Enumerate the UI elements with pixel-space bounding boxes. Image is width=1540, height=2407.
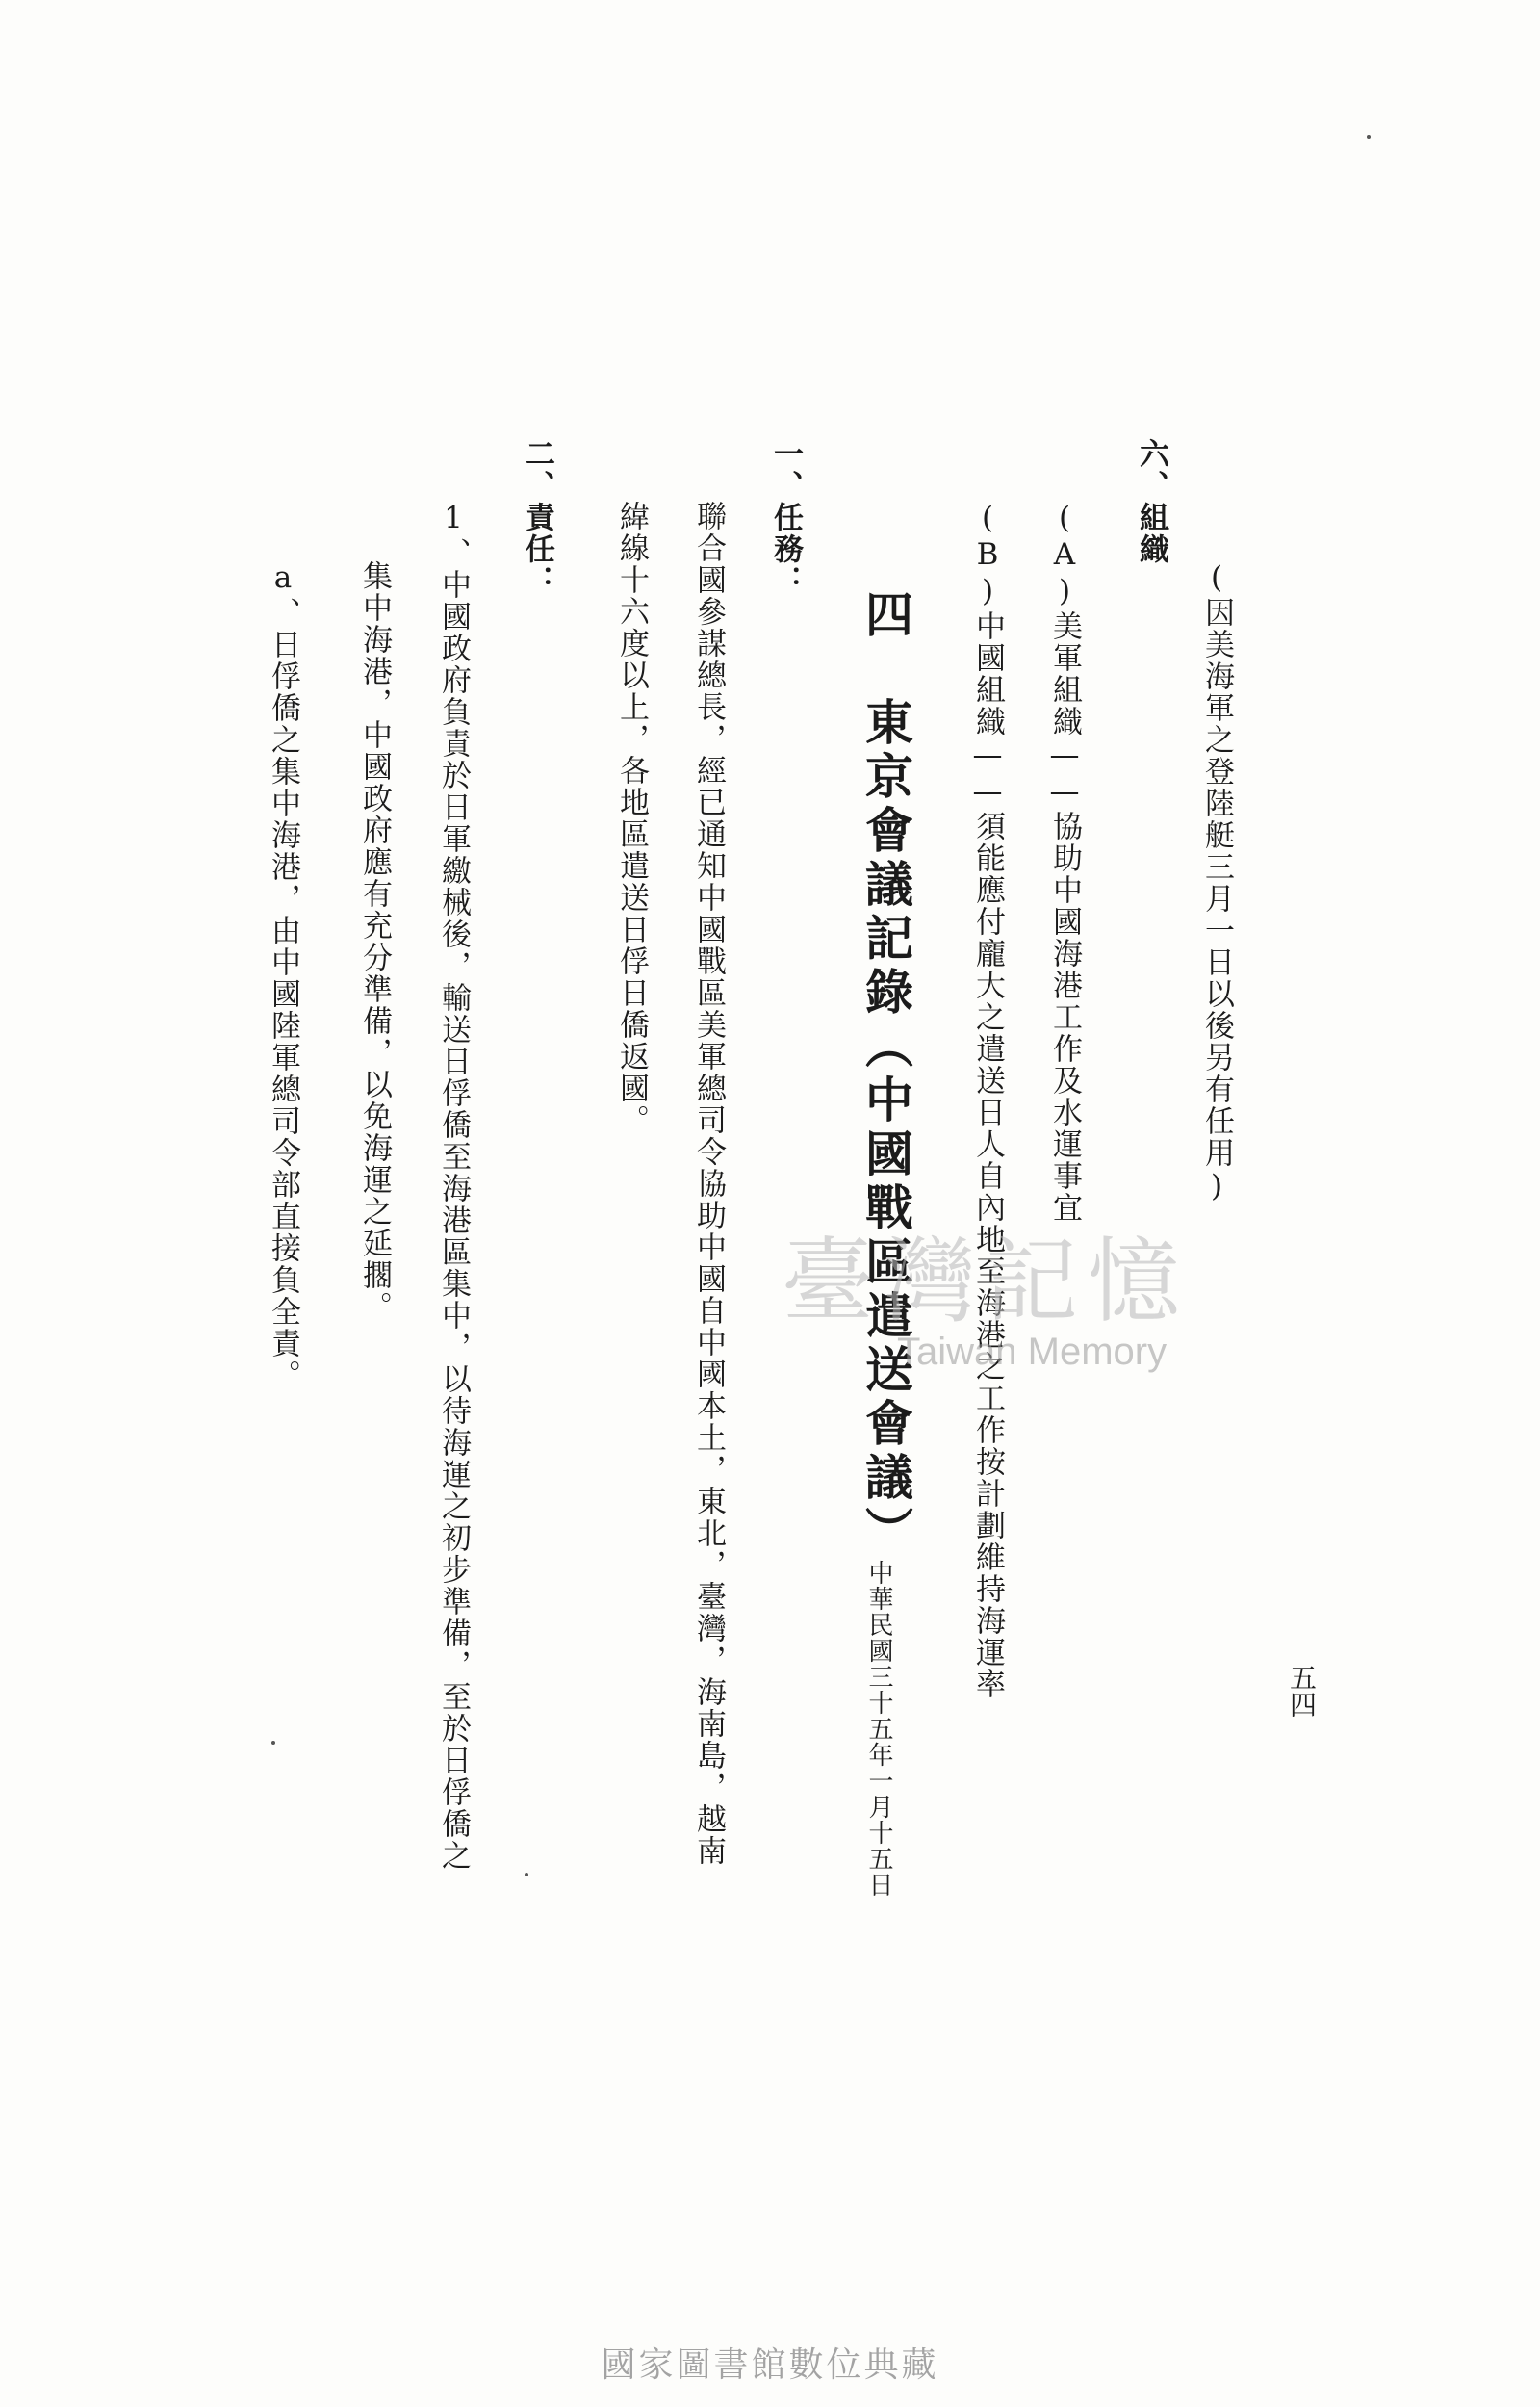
- footer-archive-label: 國家圖書館數位典藏: [601, 2345, 939, 2385]
- watermark-english: Taiwan Memory: [897, 1331, 1168, 1373]
- text-column-10: 1、中國政府負責於日軍繳械後，輸送日俘僑至海港區集中，以待海運之初步準備，至於日俘僑之: [436, 501, 471, 1872]
- text-column-12: a、日俘僑之集中海港，由中國陸軍總司令部直接負全責。: [266, 560, 300, 1391]
- taiwan-memory-watermark: [782, 1208, 1282, 1401]
- meeting-date: 中華民國三十五年一月十五日: [864, 1560, 893, 1898]
- section-heading-responsibility: 二、責任：: [520, 438, 554, 597]
- text-column-3: (A)美軍組織——協助中國海港工作及水運事宜: [1047, 501, 1082, 1224]
- page-number: 五四: [1286, 1664, 1318, 1718]
- section-heading-mission: 一、任務：: [768, 438, 803, 597]
- text-column-7: 聯合國參謀總長，經已通知中國戰區美軍總司令協助中國自中國本土，東北，臺灣，海南島，越南: [691, 501, 726, 1867]
- scan-speck: [1367, 135, 1371, 139]
- document-title: 四 東京會議記錄（中國戰區遣送會議）: [858, 589, 914, 1560]
- watermark-chinese: 臺灣記憶: [782, 1228, 1190, 1335]
- text-column-4: (B)中國組織——須能應付龐大之遣送日人自內地至海港之工作按計劃維持海運率: [970, 501, 1005, 1700]
- text-column-8: 緯線十六度以上，各地區遣送日俘日僑返國。: [614, 501, 649, 1136]
- scan-speck: [525, 1873, 528, 1876]
- section-heading-organization: 六、組織: [1134, 438, 1168, 565]
- text-column-1: (因美海軍之登陸艇三月一日以後另有任用): [1199, 560, 1234, 1205]
- scan-speck: [271, 1741, 275, 1745]
- text-column-11: 集中海港，中國政府應有充分準備，以免海運之延擱。: [357, 560, 392, 1323]
